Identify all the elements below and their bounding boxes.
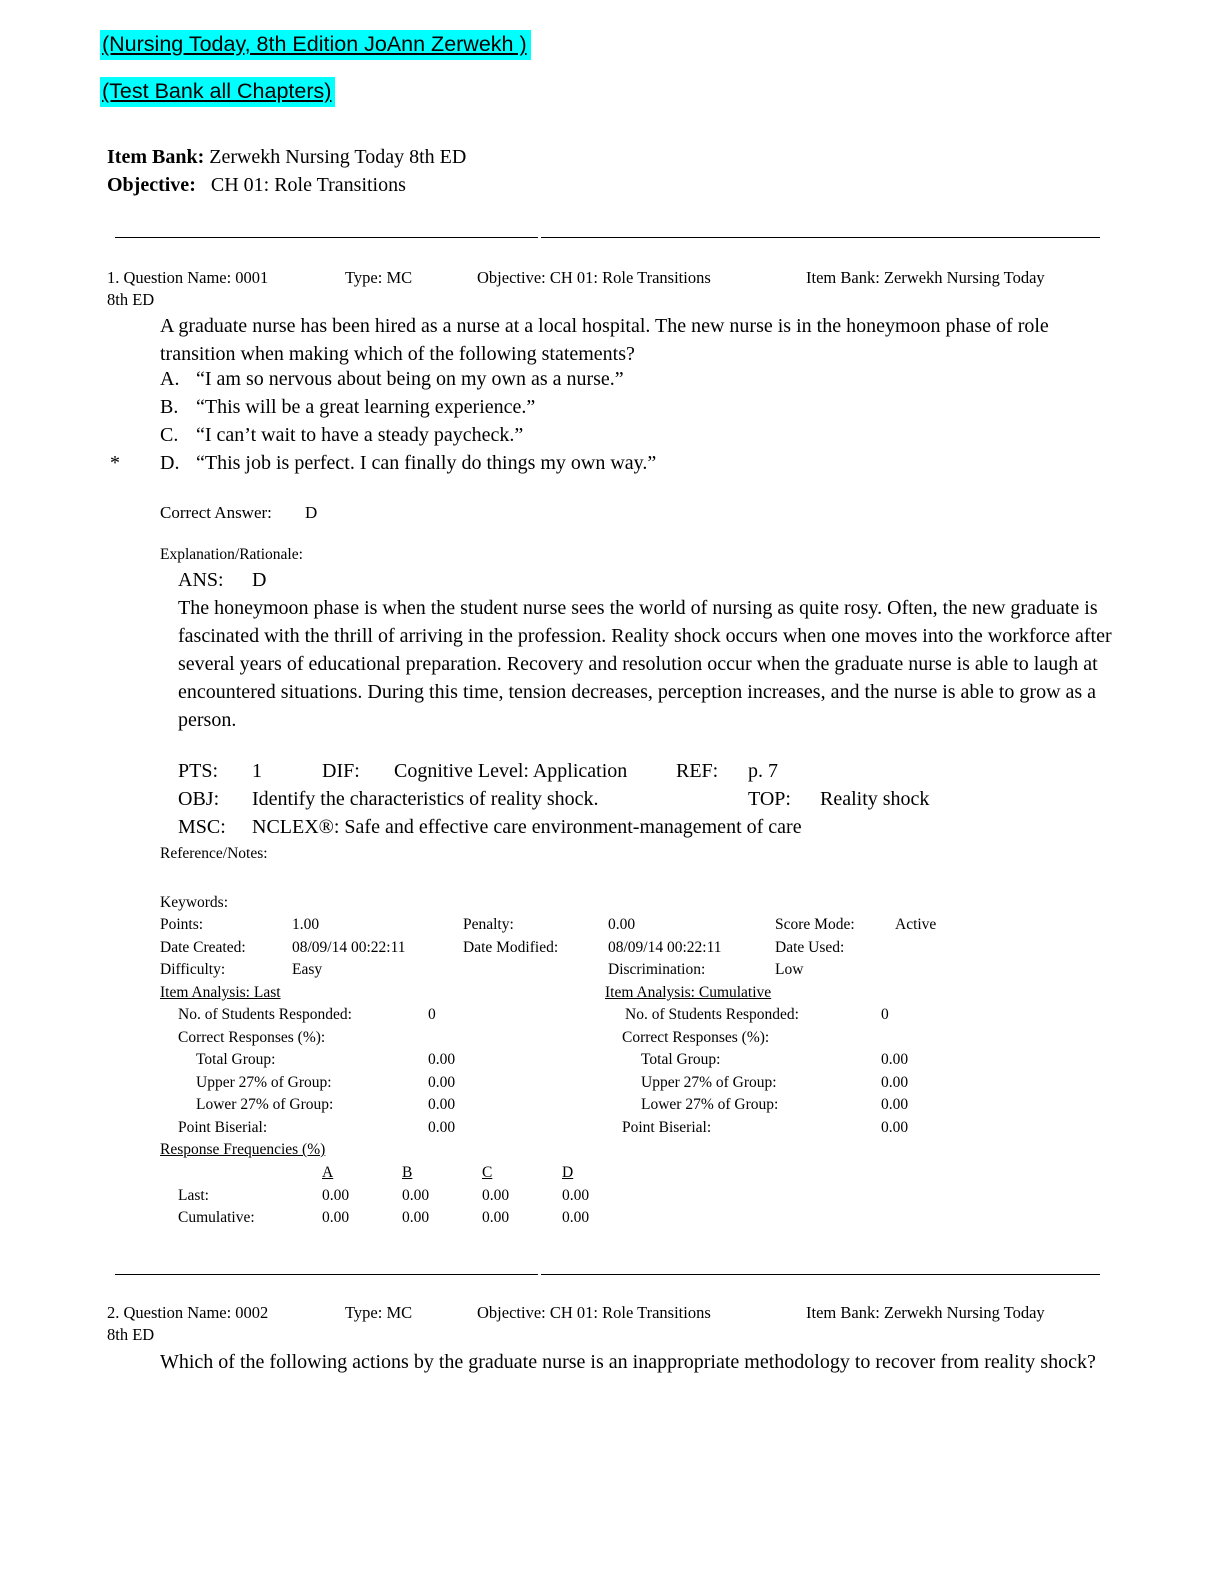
q1-dif-label: DIF: [322, 760, 360, 782]
freq-last-c: 0.00 [482, 1187, 510, 1204]
q1-freq-cumulative-row [0, 1209, 1224, 1232]
q2-stem: Which of the following actions by the graduate nurse is an inappropriate methodology to recover from reality shock? [160, 1351, 1096, 1373]
q1-freq-last-row [0, 1187, 1224, 1210]
item-analysis-cumulative-label: Item Analysis: Cumulative [605, 984, 772, 1001]
q1-biserial-row [0, 1119, 1224, 1142]
q1-top-value: Reality shock [820, 788, 930, 810]
score-mode-value: Active [895, 916, 937, 933]
q1-obj-row [0, 788, 1224, 816]
q1-meta-row [0, 268, 1224, 292]
q1-ref-label: REF: [676, 760, 719, 782]
q1-upper-row [0, 1074, 1224, 1097]
freq-last-d: 0.00 [562, 1187, 590, 1204]
freq-last-b: 0.00 [402, 1187, 430, 1204]
q2-type: Type: MC [345, 1303, 413, 1322]
q1-points-row [0, 916, 1224, 939]
q2-meta-row-wrap [0, 1325, 1224, 1349]
upper-value-last: 0.00 [428, 1074, 456, 1091]
difficulty-value: Easy [292, 961, 323, 978]
q1-msc-label: MSC: [178, 816, 226, 838]
date-modified-label: Date Modified: [463, 939, 559, 956]
freq-cumulative-a: 0.00 [322, 1209, 350, 1226]
q1-rationale: The honeymoon phase is when the student nurse sees the world of nursing as quite rosy. Often, the new graduate is fascinated with the thrill of arriving in the profession. Reality shock occurs when one moves into the workforce after several years of educational preparation. Recovery and resolution occur when the graduate nurse is able to laugh at encountered situations. During this time, tension decreases, perception increases, and the nurse is able to grow as a person. [178, 597, 1112, 731]
q1-dif-value: Cognitive Level: Application [394, 760, 628, 782]
total-group-value-cumulative: 0.00 [881, 1051, 909, 1068]
q2-question-name: 2. Question Name: 0002 [107, 1303, 269, 1322]
resp-freq-label: Response Frequencies (%) [160, 1141, 326, 1158]
freq-cumulative-b: 0.00 [402, 1209, 430, 1226]
q1-msc-row [0, 816, 1224, 844]
freq-last-label: Last: [178, 1187, 209, 1204]
q2-meta-row [0, 1303, 1224, 1327]
q1-resp-freq-row [0, 1141, 1224, 1164]
q2-objective: Objective: CH 01: Role Transitions [477, 1303, 711, 1322]
q1-correct-responses-row [0, 1029, 1224, 1052]
q1-pts-label: PTS: [178, 760, 219, 782]
freq-header-d: D [562, 1164, 574, 1181]
q1-obj-label: OBJ: [178, 788, 220, 810]
q1-option-d-letter: D. [160, 452, 180, 474]
q1-msc-value: NCLEX®: Safe and effective care environment-management of care [252, 816, 802, 838]
freq-cumulative-c: 0.00 [482, 1209, 510, 1226]
penalty-value: 0.00 [608, 916, 636, 933]
q1-option-c [0, 424, 1224, 452]
upper-label-cumulative: Upper 27% of Group: [641, 1074, 777, 1091]
q1-top-label: TOP: [748, 788, 791, 810]
freq-cumulative-label: Cumulative: [178, 1209, 255, 1226]
q1-option-a-text: “I am so nervous about being on my own as a nurse.” [196, 368, 624, 390]
q1-item-bank-wrap: 8th ED [107, 290, 155, 309]
q1-reference-notes-row [0, 845, 1224, 869]
q1-dates-row [0, 939, 1224, 962]
total-group-label-last: Total Group: [196, 1051, 276, 1068]
q1-option-b-text: “This will be a great learning experience.” [196, 396, 536, 418]
difficulty-label: Difficulty: [160, 961, 226, 978]
date-created-label: Date Created: [160, 939, 246, 956]
points-label: Points: [160, 916, 204, 933]
divider2-line-left [115, 1274, 538, 1275]
objective-label: Objective: [107, 174, 196, 196]
penalty-label: Penalty: [463, 916, 514, 933]
q1-option-d-marker: * [110, 452, 120, 474]
document-header-block [107, 143, 466, 199]
date-modified-value: 08/09/14 00:22:11 [608, 939, 722, 956]
q1-lower-row [0, 1096, 1224, 1119]
q1-option-d-text: “This job is perfect. I can finally do things my own way.” [196, 452, 657, 474]
responded-value-last: 0 [428, 1006, 436, 1023]
objective-value: CH 01: Role Transitions [210, 174, 406, 196]
date-used-label: Date Used: [775, 939, 845, 956]
title-highlight-line1: (Nursing Today, 8th Edition JoAnn Zerwekh ) [100, 30, 531, 60]
responded-label-last: No. of Students Responded: [178, 1006, 352, 1023]
divider-line-right [541, 237, 1100, 238]
lower-label-cumulative: Lower 27% of Group: [641, 1096, 779, 1113]
q1-item-bank: Item Bank: Zerwekh Nursing Today [806, 268, 1045, 287]
item-analysis-last-label: Item Analysis: Last [160, 984, 281, 1001]
q1-correct-answer-value: D [305, 503, 318, 522]
q1-ans-row [0, 566, 1224, 590]
responded-value-cumulative: 0 [881, 1006, 889, 1023]
q1-total-group-row [0, 1051, 1224, 1074]
q1-correct-answer-row [0, 503, 1224, 527]
lower-label-last: Lower 27% of Group: [196, 1096, 334, 1113]
q1-option-c-letter: C. [160, 424, 179, 446]
q2-item-bank-wrap: 8th ED [107, 1325, 155, 1344]
q1-options [0, 368, 1224, 484]
q2-item-bank: Item Bank: Zerwekh Nursing Today [806, 1303, 1045, 1322]
discrimination-label: Discrimination: [608, 961, 706, 978]
q1-stem: A graduate nurse has been hired as a nurse at a local hospital. The new nurse is in the honeymoon phase of role transition when making which of the following statements? [160, 315, 1049, 365]
q1-keywords-label: Keywords: [160, 894, 229, 911]
total-group-label-cumulative: Total Group: [641, 1051, 721, 1068]
q1-keywords-row [0, 894, 1224, 917]
q1-option-b-letter: B. [160, 396, 179, 418]
responded-label-cumulative: No. of Students Responded: [625, 1006, 799, 1023]
item-bank-value: Zerwekh Nursing Today 8th ED [209, 146, 467, 168]
q1-explanation-label: Explanation/Rationale: [160, 546, 303, 563]
q1-objective: Objective: CH 01: Role Transitions [477, 268, 711, 287]
q1-type: Type: MC [345, 268, 413, 287]
freq-header-a: A [322, 1164, 334, 1181]
q1-item-analysis-headers [0, 984, 1224, 1007]
q1-question-name: 1. Question Name: 0001 [107, 268, 269, 287]
q1-option-a-letter: A. [160, 368, 180, 390]
q1-option-c-text: “I can’t wait to have a steady paycheck.” [196, 424, 524, 446]
objective-line [107, 171, 466, 199]
item-bank-line [107, 143, 466, 171]
score-mode-label: Score Mode: [775, 916, 855, 933]
discrimination-value: Low [775, 961, 804, 978]
correct-responses-label-cumulative: Correct Responses (%): [622, 1029, 770, 1046]
q1-option-d [0, 452, 1224, 480]
q1-ref-value: p. 7 [748, 760, 778, 782]
freq-last-a: 0.00 [322, 1187, 350, 1204]
correct-responses-label-last: Correct Responses (%): [178, 1029, 326, 1046]
freq-header-c: C [482, 1164, 493, 1181]
q1-obj-value: Identify the characteristics of reality shock. [252, 788, 599, 810]
date-created-value: 08/09/14 00:22:11 [292, 939, 406, 956]
points-value: 1.00 [292, 916, 320, 933]
q1-meta-row-wrap [0, 290, 1224, 314]
q1-freq-header-row [0, 1164, 1224, 1187]
q1-ans-value: D [252, 569, 267, 591]
total-group-value-last: 0.00 [428, 1051, 456, 1068]
upper-label-last: Upper 27% of Group: [196, 1074, 332, 1091]
q1-ans-label: ANS: [178, 569, 224, 591]
q1-reference-notes-label: Reference/Notes: [160, 845, 268, 862]
divider2-line-right [541, 1274, 1100, 1275]
q1-difficulty-row [0, 961, 1224, 984]
upper-value-cumulative: 0.00 [881, 1074, 909, 1091]
biserial-value-cumulative: 0.00 [881, 1119, 909, 1136]
biserial-label-last: Point Biserial: [178, 1119, 268, 1136]
q1-pts-value: 1 [252, 760, 262, 782]
q1-correct-answer-label: Correct Answer: [160, 503, 272, 522]
q1-responded-row [0, 1006, 1224, 1029]
q1-pts-row [0, 760, 1224, 788]
q1-option-a [0, 368, 1224, 396]
freq-header-b: B [402, 1164, 413, 1181]
freq-cumulative-d: 0.00 [562, 1209, 590, 1226]
lower-value-last: 0.00 [428, 1096, 456, 1113]
q1-option-b [0, 396, 1224, 424]
lower-value-cumulative: 0.00 [881, 1096, 909, 1113]
divider-line-left [115, 237, 538, 238]
item-bank-label: Item Bank: [107, 146, 205, 168]
title-highlight-line2: (Test Bank all Chapters) [100, 77, 335, 107]
biserial-value-last: 0.00 [428, 1119, 456, 1136]
biserial-label-cumulative: Point Biserial: [622, 1119, 712, 1136]
